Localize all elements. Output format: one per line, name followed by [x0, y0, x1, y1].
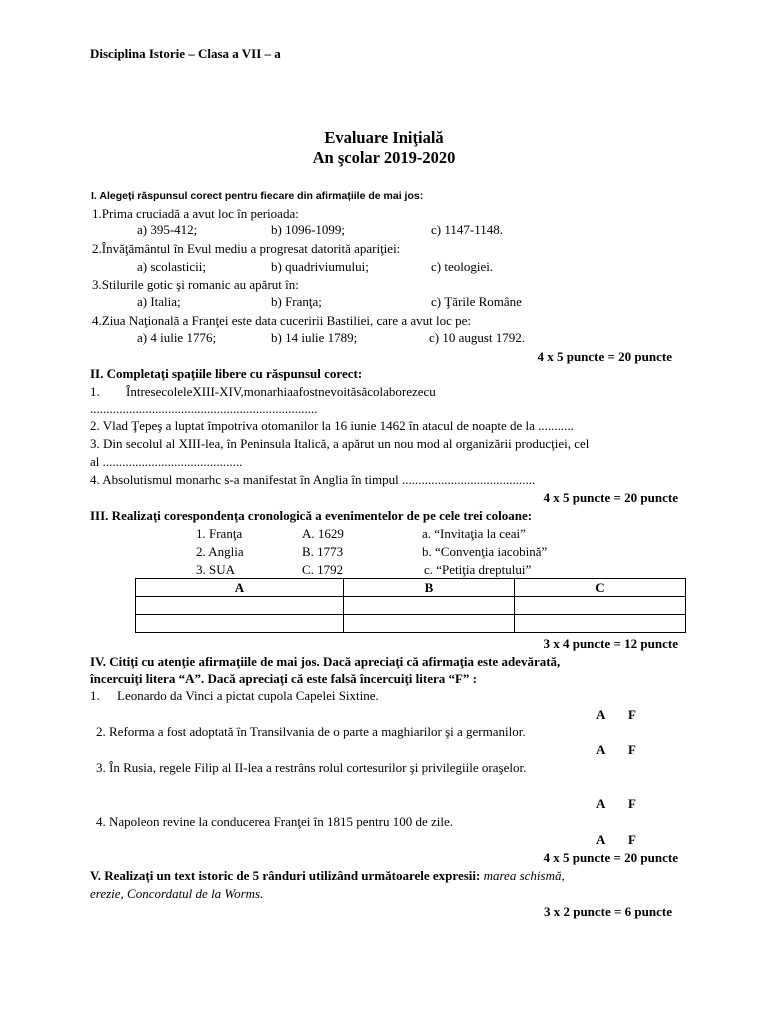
q1-option-c: c) 1147-1148.: [431, 222, 503, 237]
answer-cell[interactable]: [515, 597, 686, 615]
q2-text: 2.Învăţământul în Evul mediu a progresat datorită apariţiei:: [92, 241, 401, 256]
title-line2: An şcolar 2019-2020: [312, 148, 456, 167]
q3-option-b: b) Franţa;: [271, 294, 322, 309]
col-header-a: A: [136, 579, 344, 597]
s2-item1-text: ÎntresecoleleXIII-XIV,monarhiaafostnevoităsăcolaborezecu: [126, 384, 436, 399]
s4-item3-option-f[interactable]: F: [628, 796, 636, 811]
s4-item1-num: 1.: [90, 688, 100, 703]
s3-row2-col1: 2. Anglia: [196, 544, 244, 559]
s4-item4-option-f[interactable]: F: [628, 832, 636, 847]
s2-item1-dots: ......................................................................: [90, 401, 318, 416]
s2-item2: 2. Vlad Ţepeş a luptat împotriva otomanilor la 16 iunie 1462 în atacul de noapte de la ...........: [90, 418, 574, 433]
section5-expr-line2: erezie, Concordatul de la Worms.: [90, 886, 264, 901]
answer-cell[interactable]: [344, 597, 515, 615]
s3-row1-col1: 1. Franţa: [196, 526, 243, 541]
s2-item3-line1: 3. Din secolul al XIII-lea, în Peninsula Italică, a apărut un nou mod al organizării producţiei, cel: [90, 436, 590, 451]
section4-heading-line1: IV. Citiţi cu atenţie afirmaţiile de mai jos. Dacă apreciaţi că afirmaţia este adevărată,: [90, 654, 561, 669]
answer-cell[interactable]: [136, 615, 344, 633]
q1-option-a: a) 395-412;: [137, 222, 198, 237]
s4-item3: 3. În Rusia, regele Filip al II-lea a restrâns rolul cortesurilor şi privilegiile oraşelor.: [96, 760, 527, 775]
q3-option-c: c) Ţările Române: [431, 294, 522, 309]
answer-cell[interactable]: [136, 597, 344, 615]
answer-row: [136, 597, 686, 615]
s4-item1-option-a[interactable]: A: [596, 707, 606, 722]
col-header-b: B: [344, 579, 515, 597]
s2-item1-num: 1.: [90, 384, 100, 399]
s3-row3-col1: 3. SUA: [196, 562, 236, 577]
s4-item1-option-f[interactable]: F: [628, 707, 636, 722]
s4-item1-text: Leonardo da Vinci a pictat cupola Capelei Sixtine.: [117, 688, 379, 703]
s3-row1-col3: a. “Invitaţia la ceai”: [422, 526, 526, 541]
answer-cell[interactable]: [515, 615, 686, 633]
answer-table-header: [136, 579, 686, 597]
section3-heading: III. Realizaţi corespondenţa cronologică a evenimentelor de pe cele trei coloane:: [90, 508, 533, 523]
section4-score: 4 x 5 puncte = 20 puncte: [543, 850, 678, 865]
q1-text: 1.Prima cruciadă a avut loc în perioada:: [92, 206, 299, 221]
answer-cell[interactable]: [344, 615, 515, 633]
s3-row2-col2: B. 1773: [302, 544, 344, 559]
s3-row1-col2: A. 1629: [302, 526, 344, 541]
q4-option-c: c) 10 august 1792.: [429, 330, 526, 345]
s4-item2: 2. Reforma a fost adoptată în Transilvania de o parte a maghiarilor şi a germanilor.: [96, 724, 526, 739]
section5-line1: [90, 868, 565, 884]
q2-option-c: c) teologiei.: [431, 259, 494, 274]
section3-score: 3 x 4 puncte = 12 puncte: [543, 636, 678, 651]
q3-text: 3.Stilurile gotic şi romanic au apărut în:: [92, 277, 299, 292]
q2-option-b: b) quadriviumului;: [271, 259, 369, 274]
q2-option-a: a) scolasticii;: [137, 259, 206, 274]
q4-text: 4.Ziua Naţională a Franţei este data cuceririi Bastiliei, care a avut loc pe:: [92, 313, 471, 328]
discipline-header: Disciplina Istorie – Clasa a VII – a: [90, 46, 281, 61]
q4-option-b: b) 14 iulie 1789;: [271, 330, 358, 345]
s3-row2-col3: b. “Convenţia iacobină”: [422, 544, 548, 559]
s4-item4: 4. Napoleon revine la conducerea Franţei în 1815 pentru 100 de zile.: [96, 814, 454, 829]
section5-heading: V. Realizaţi un text istoric de 5 rânduri utilizând următoarele expresii:: [90, 868, 481, 883]
section5-expr-line1: marea schismă,: [483, 868, 565, 883]
section2-score: 4 x 5 puncte = 20 puncte: [543, 490, 678, 505]
q3-option-a: a) Italia;: [137, 294, 181, 309]
s4-item2-option-f[interactable]: F: [628, 742, 636, 757]
s3-row3-col3: c. “Petiţia dreptului”: [424, 562, 532, 577]
answer-row: [136, 615, 686, 633]
s2-item3-line2: al ...........................................: [90, 454, 243, 469]
s3-row3-col2: C. 1792: [302, 562, 344, 577]
s4-item2-option-a[interactable]: A: [596, 742, 606, 757]
section1-heading: I. Alegeți răspunsul corect pentru fiecare din afirmațiile de mai jos:: [91, 190, 424, 202]
q4-option-a: a) 4 iulie 1776;: [137, 330, 217, 345]
section2-heading: II. Completaţi spaţiile libere cu răspunsul corect:: [90, 366, 363, 381]
section1-score: 4 x 5 puncte = 20 puncte: [537, 349, 672, 364]
s2-item4: 4. Absolutismul monarhc s-a manifestat în Anglia în timpul .........................................: [90, 472, 536, 487]
section4-heading-line2: încercuiţi litera “A”. Dacă apreciaţi că este falsă încercuiţi litera “F” :: [90, 671, 477, 686]
col-header-c: C: [515, 579, 686, 597]
section5-score: 3 x 2 puncte = 6 puncte: [543, 904, 672, 919]
s4-item4-option-a[interactable]: A: [596, 832, 606, 847]
s4-item3-option-a[interactable]: A: [596, 796, 606, 811]
q1-option-b: b) 1096-1099;: [271, 222, 346, 237]
title-line1: Evaluare Iniţială: [324, 128, 444, 147]
answer-table: [135, 578, 686, 633]
